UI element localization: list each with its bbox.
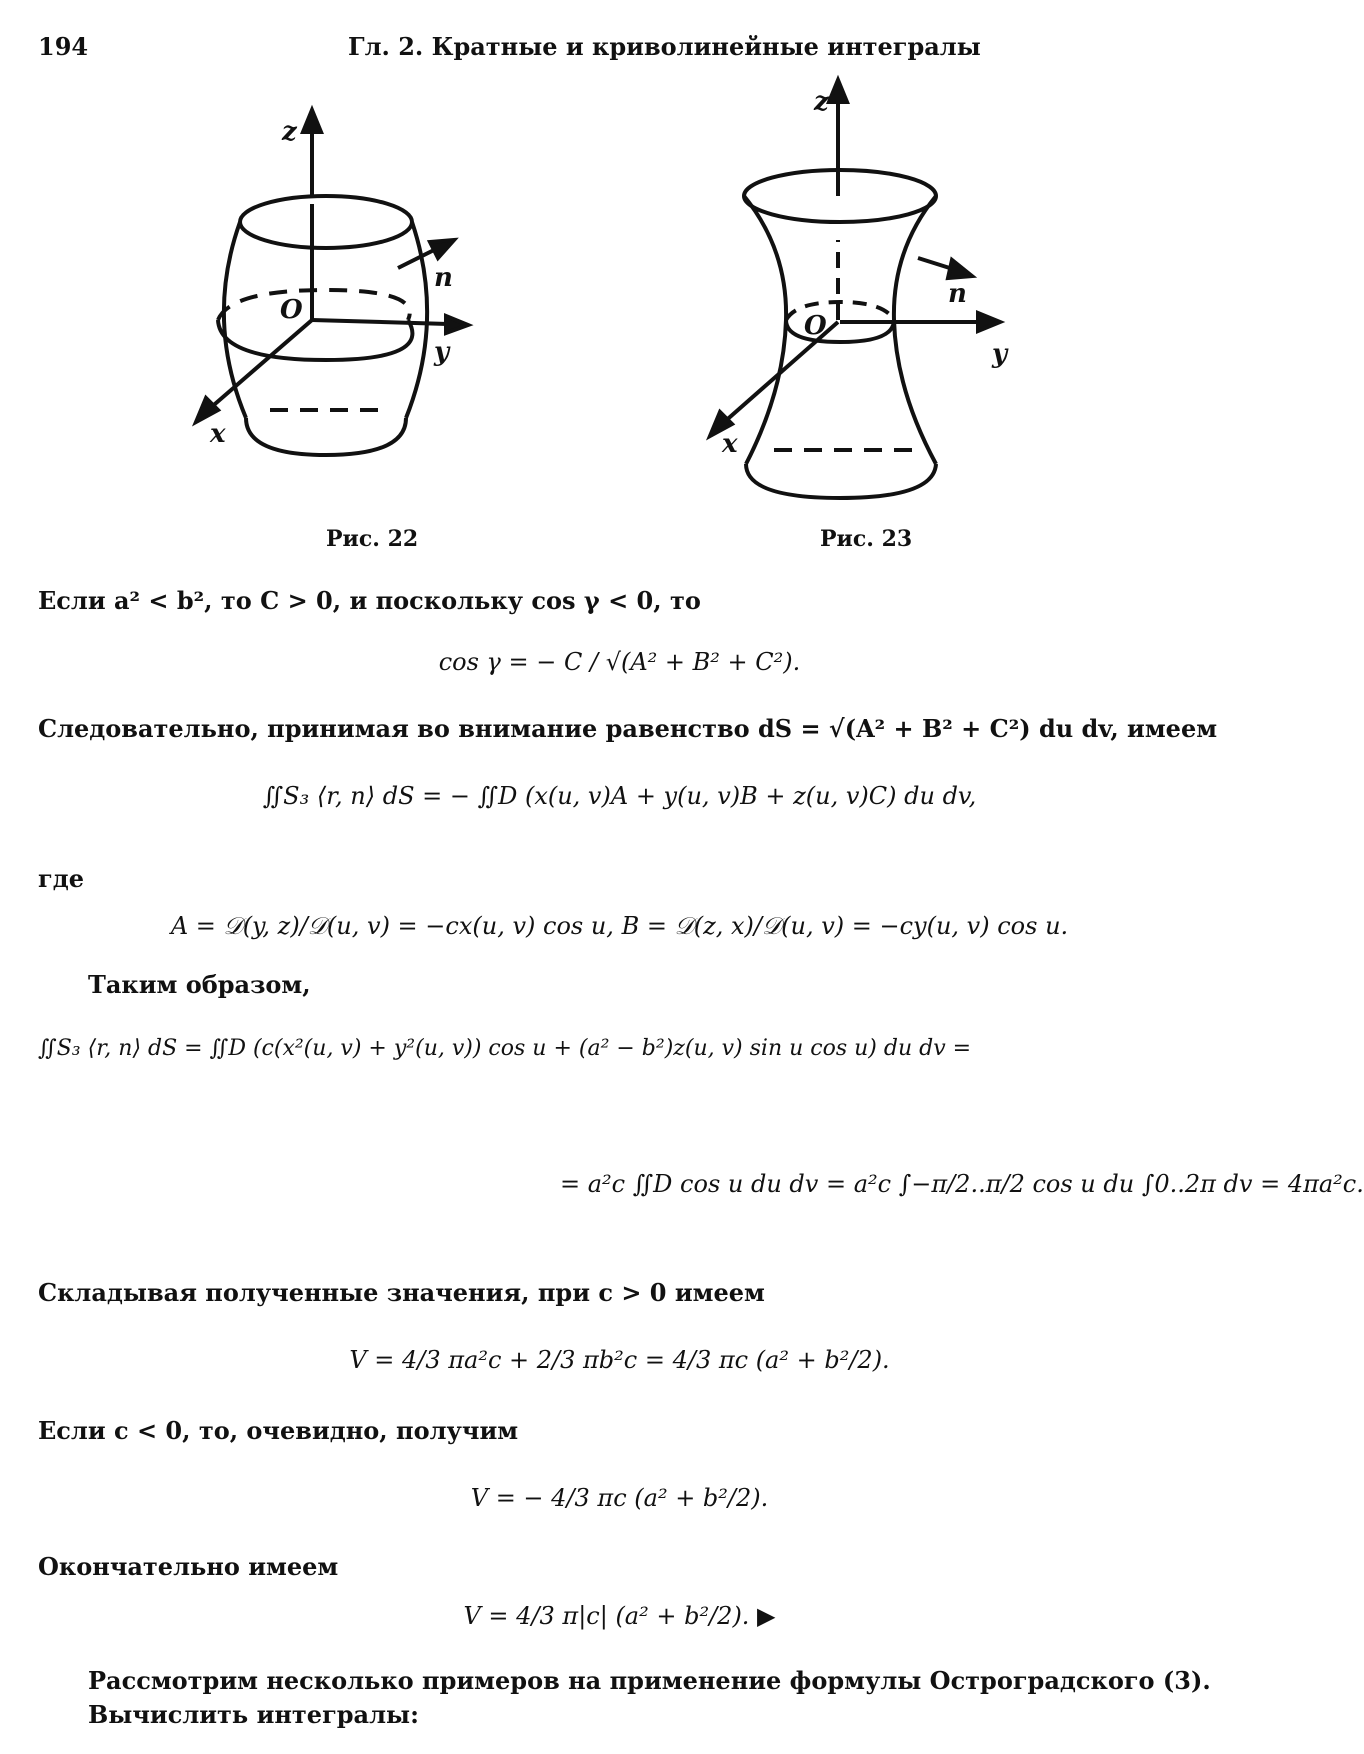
fig22-label-z: z (282, 117, 297, 147)
fig23-label-x: x (722, 429, 738, 459)
running-title: Гл. 2. Кратные и криволинейные интегралы (348, 32, 981, 61)
paragraph-6: Если c < 0, то, очевидно, получим (38, 1416, 519, 1445)
fig23-label-y: y (992, 339, 1008, 369)
paragraph-3: где (38, 864, 84, 893)
fig22-label-y: y (434, 337, 450, 367)
paragraph-8: Рассмотрим несколько примеров на применение формулы Остроградского (3). (88, 1666, 1211, 1695)
equation-6: V = 4/3 πa²c + 2/3 πb²c = 4/3 πc (a² + b²/2). (349, 1346, 890, 1374)
fig22-label-x: x (210, 419, 226, 449)
paragraph-2: Следовательно, принимая во внимание равенство dS = √(A² + B² + C²) du dv, имеем (38, 714, 1218, 743)
paragraph-4: Таким образом, (88, 970, 311, 999)
fig22-label-n: n (434, 263, 453, 293)
figure-22 (190, 110, 490, 470)
paragraph-1: Если a² < b², то C > 0, и поскольку cos γ < 0, то (38, 586, 701, 615)
equation-7: V = − 4/3 πc (a² + b²/2). (470, 1484, 769, 1512)
paragraph-5: Складывая полученные значения, при c > 0 имеем (38, 1278, 765, 1307)
figure-23 (700, 80, 1020, 500)
paragraph-9: Вычислить интегралы: (88, 1700, 419, 1729)
caption-fig-22: Рис. 22 (326, 526, 419, 552)
equation-3: A = 𝒟(y, z)/𝒟(u, v) = −cx(u, v) cos u, B = 𝒟(z, x)/𝒟(u, v) = −cy(u, v) cos u. (170, 912, 1069, 940)
fig23-label-z: z (814, 87, 829, 117)
equation-5: = a²c ∬D cos u du dv = a²c ∫−π/2..π/2 cos u du ∫0..2π dv = 4πa²c. (560, 1170, 1364, 1198)
fig23-label-O: O (804, 311, 827, 341)
equation-2: ∬S₃ ⟨r, n⟩ dS = − ∬D (x(u, v)A + y(u, v)B + z(u, v)C) du dv, (262, 782, 977, 810)
page-number: 194 (38, 32, 89, 61)
caption-fig-23: Рис. 23 (820, 526, 913, 552)
fig23-label-n: n (948, 279, 967, 309)
equation-8: V = 4/3 π|c| (a² + b²/2). ▶ (463, 1602, 776, 1630)
paragraph-7: Окончательно имеем (38, 1552, 339, 1581)
equation-4: ∬S₃ ⟨r, n⟩ dS = ∬D (c(x²(u, v) + y²(u, v)) cos u + (a² − b²)z(u, v) sin u cos u) du dv = (38, 1036, 972, 1061)
equation-1: cos γ = − C / √(A² + B² + C²). (438, 648, 801, 676)
fig22-label-O: O (280, 295, 303, 325)
